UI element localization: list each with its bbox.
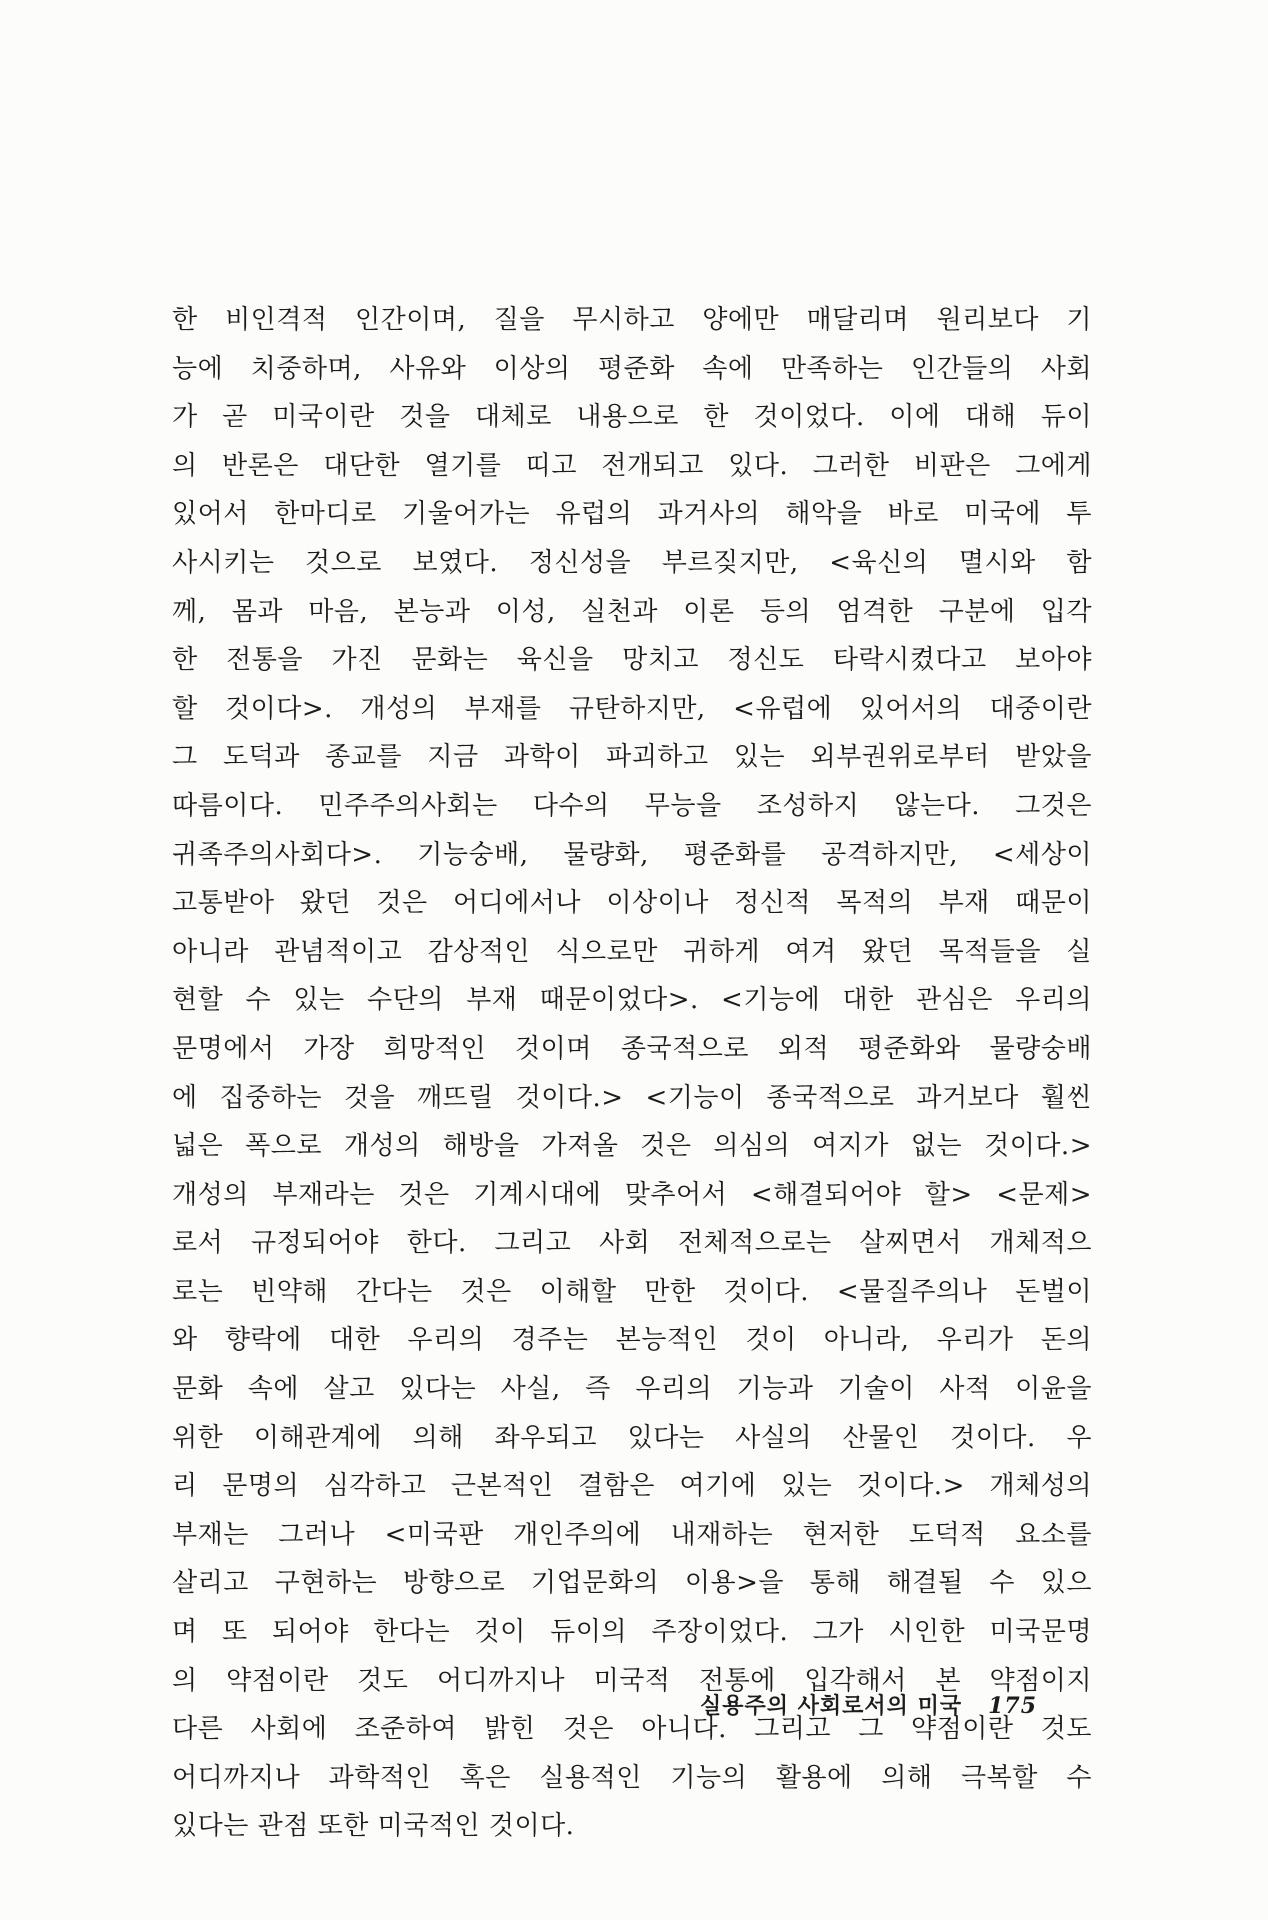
running-title: 실용주의 사회로서의 미국	[700, 1694, 963, 1719]
text-line: 살리고 구현하는 방향으로 기업문화의 이용>을 통해 해결될 수 있으	[172, 1568, 1092, 1599]
text-line: 다른 사회에 조준하여 밝힌 것은 아니다. 그리고 그 약점이란 것도	[172, 1714, 1092, 1745]
text-line: 며 또 되어야 한다는 것이 듀이의 주장이었다. 그가 시인한 미국문명	[172, 1617, 1092, 1648]
text-line: 있다는 관점 또한 미국적인 것이다.	[172, 1811, 575, 1842]
text-line: 에 집중하는 것을 깨뜨릴 것이다.> <기능이 종국적으로 과거보다 훨씬	[172, 1082, 1092, 1113]
text-line: 께, 몸과 마음, 본능과 이성, 실천과 이론 등의 엄격한 구분에 입각	[172, 596, 1092, 627]
text-line: 귀족주의사회다>. 기능숭배, 물량화, 평준화를 공격하지만, <세상이	[172, 839, 1092, 870]
text-line: 문화 속에 살고 있다는 사실, 즉 우리의 기능과 기술이 사적 이윤을	[172, 1374, 1092, 1405]
text-line: 의 약점이란 것도 어디까지나 미국적 전통에 입각해서 본 약점이지	[172, 1665, 1092, 1696]
text-line: 부재는 그러나 <미국판 개인주의에 내재하는 현저한 도덕적 요소를	[172, 1519, 1092, 1550]
text-line: 한 전통을 가진 문화는 육신을 망치고 정신도 타락시켰다고 보아야	[172, 645, 1092, 676]
page-footer	[700, 1686, 1060, 1726]
text-line: 사시키는 것으로 보였다. 정신성을 부르짖지만, <육신의 멸시와 함	[172, 547, 1092, 578]
body-text	[172, 296, 1092, 1851]
text-line: 로는 빈약해 간다는 것은 이해할 만한 것이다. <물질주의나 돈벌이	[172, 1276, 1092, 1307]
text-line: 어디까지나 과학적인 혹은 실용적인 기능의 활용에 의해 극복할 수	[172, 1762, 1092, 1793]
text-line: 문명에서 가장 희망적인 것이며 종국적으로 외적 평준화와 물량숭배	[172, 1033, 1092, 1064]
text-line: 현할 수 있는 수단의 부재 때문이었다>. <기능에 대한 관심은 우리의	[172, 985, 1092, 1016]
text-line: 아니라 관념적이고 감상적인 식으로만 귀하게 여겨 왔던 목적들을 실	[172, 936, 1092, 967]
text-line: 로서 규정되어야 한다. 그리고 사회 전체적으로는 살찌면서 개체적으	[172, 1228, 1092, 1259]
text-line: 넓은 폭으로 개성의 해방을 가져올 것은 의심의 여지가 없는 것이다.>	[172, 1131, 1092, 1162]
text-line: 리 문명의 심각하고 근본적인 결함은 여기에 있는 것이다.> 개체성의	[172, 1471, 1092, 1502]
text-line: 와 향락에 대한 우리의 경주는 본능적인 것이 아니라, 우리가 돈의	[172, 1325, 1092, 1356]
text-line: 할 것이다>. 개성의 부재를 규탄하지만, <유럽에 있어서의 대중이란	[172, 693, 1092, 724]
text-line: 한 비인격적 인간이며, 질을 무시하고 양에만 매달리며 원리보다 기	[172, 305, 1092, 335]
text-line: 의 반론은 대단한 열기를 띠고 전개되고 있다. 그러한 비판은 그에게	[172, 450, 1092, 481]
page-number: 175	[988, 1693, 1038, 1719]
text-line: 개성의 부재라는 것은 기계시대에 맞추어서 <해결되어야 할> <문제>	[172, 1179, 1092, 1210]
text-line: 따름이다. 민주주의사회는 다수의 무능을 조성하지 않는다. 그것은	[172, 790, 1092, 821]
text-line: 위한 이해관계에 의해 좌우되고 있다는 사실의 산물인 것이다. 우	[172, 1422, 1092, 1453]
text-line: 그 도덕과 종교를 지금 과학이 파괴하고 있는 외부권위로부터 받았을	[172, 742, 1092, 773]
text-line: 있어서 한마디로 기울어가는 유럽의 과거사의 해악을 바로 미국에 투	[172, 499, 1092, 530]
text-line: 능에 치중하며, 사유와 이상의 평준화 속에 만족하는 인간들의 사회	[172, 353, 1092, 384]
text-line: 가 곧 미국이란 것을 대체로 내용으로 한 것이었다. 이에 대해 듀이	[172, 402, 1092, 433]
text-line: 고통받아 왔던 것은 어디에서나 이상이나 정신적 목적의 부재 때문이	[172, 888, 1092, 919]
